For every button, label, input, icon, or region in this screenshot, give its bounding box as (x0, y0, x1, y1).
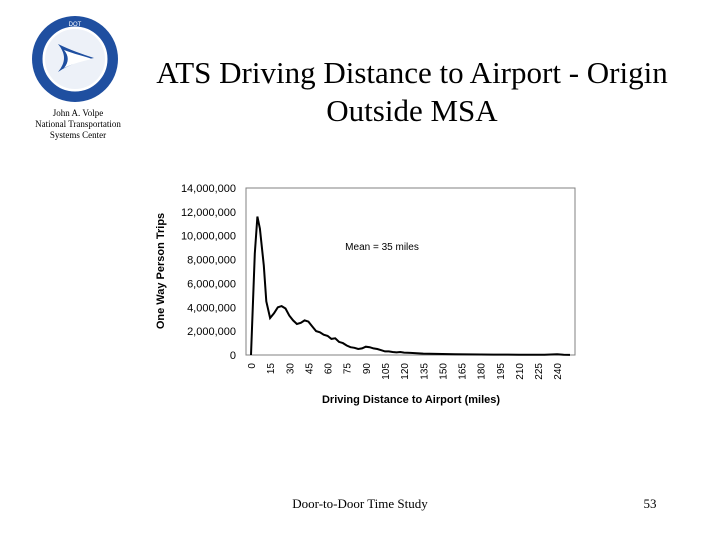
plot-frame (246, 188, 575, 355)
x-axis-label: Driving Distance to Airport (miles) (321, 394, 501, 406)
footer-text: Door-to-Door Time Study (292, 496, 428, 511)
x-tick-label: 75 (342, 363, 354, 375)
x-tick-label: 30 (285, 363, 297, 375)
distance-line-chart (150, 175, 590, 410)
x-tick-label: 60 (323, 363, 335, 375)
x-tick-label: 240 (553, 363, 565, 380)
slide-title (112, 54, 712, 130)
y-tick-label: 6,000,000 (187, 278, 236, 291)
org-line-2: National Transportation (35, 119, 121, 129)
x-tick-label: 180 (476, 363, 488, 380)
y-tick-label: 0 (229, 350, 236, 362)
org-line-1: John A. Volpe (52, 108, 104, 118)
x-tick-label: 45 (304, 363, 316, 375)
x-tick-label: 105 (380, 363, 392, 380)
x-tick-label: 225 (534, 363, 546, 380)
y-axis-label: One Way Person Trips (155, 212, 167, 330)
x-tick-label: 90 (361, 363, 373, 375)
title-line-2: Outside MSA (326, 93, 498, 128)
y-tick-label: 12,000,000 (180, 206, 236, 219)
y-tick-label: 8,000,000 (187, 254, 236, 267)
x-tick-label: 15 (266, 363, 278, 375)
dot-seal-logo (30, 14, 120, 104)
x-tick-labels (247, 363, 564, 380)
y-tick-label: 4,000,000 (187, 302, 236, 315)
x-tick-label: 150 (438, 363, 450, 380)
y-tick-label: 2,000,000 (187, 326, 236, 339)
x-tick-label: 210 (514, 363, 526, 380)
series-line (251, 217, 570, 355)
x-tick-label: 165 (457, 363, 469, 380)
x-tick-label: 120 (400, 363, 412, 380)
org-line-3: Systems Center (49, 130, 107, 140)
svg-text:DOT: DOT (68, 22, 82, 28)
title-line-1: ATS Driving Distance to Airport - Origin (156, 55, 668, 90)
page-number: 53 (643, 496, 657, 511)
y-tick-label: 14,000,000 (180, 183, 236, 195)
y-tick-labels (181, 183, 236, 362)
x-tick-label: 195 (495, 363, 507, 380)
y-tick-label: 10,000,000 (180, 230, 236, 243)
x-tick-label: 0 (247, 363, 258, 369)
mean-annotation: Mean = 35 miles (345, 242, 419, 253)
x-tick-label: 135 (419, 363, 431, 380)
